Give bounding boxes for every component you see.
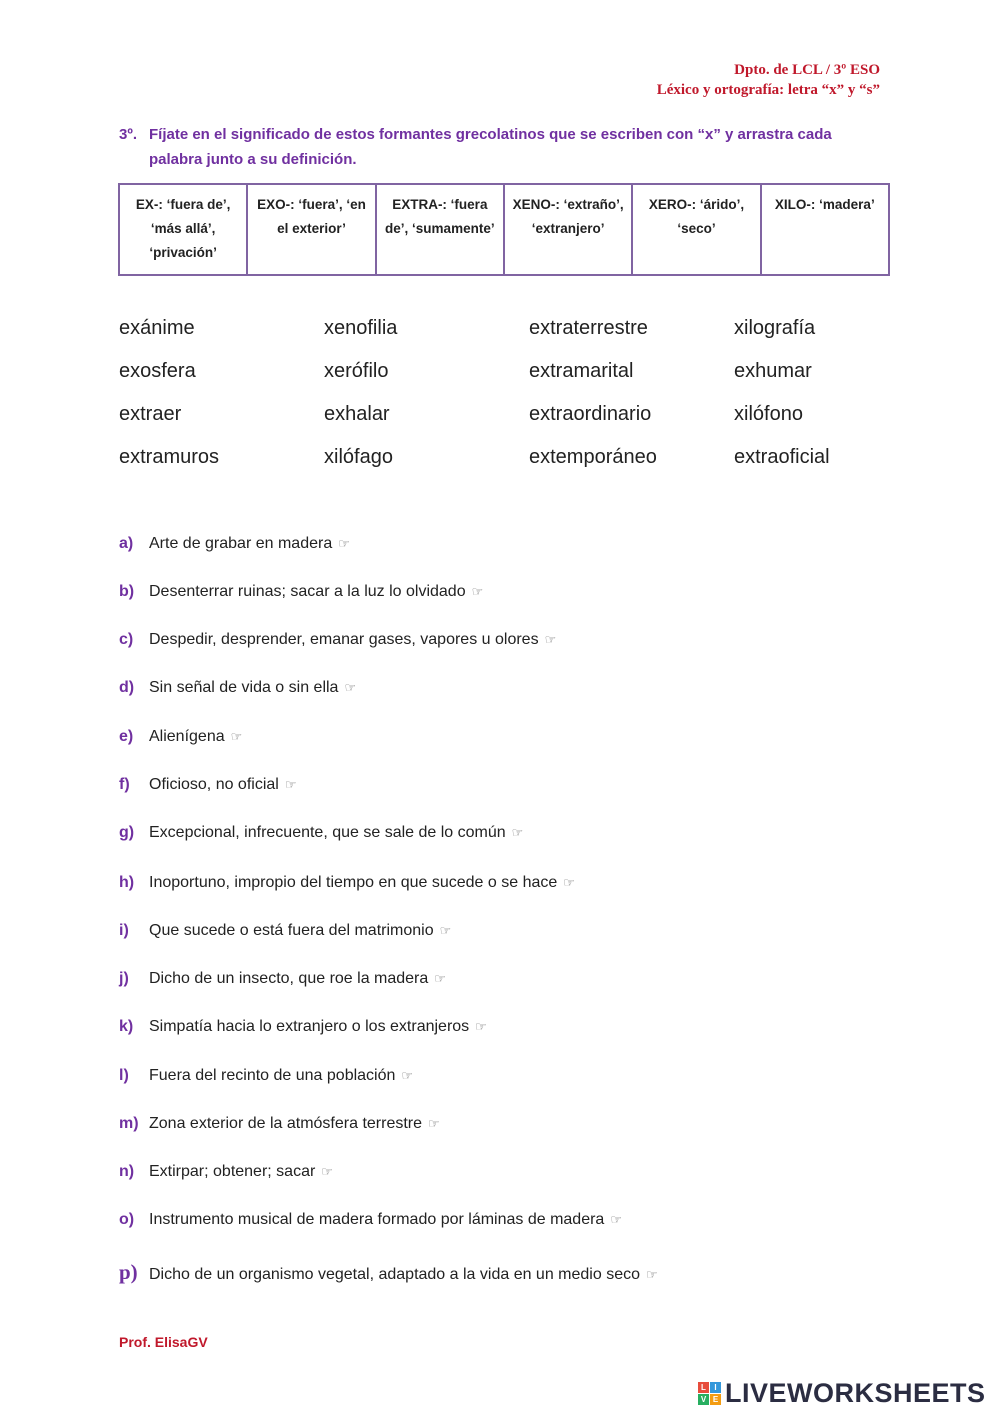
draggable-word[interactable]: xilófago [324,446,393,468]
pointing-hand-icon: ☞ [344,680,357,695]
draggable-word[interactable]: extraterrestre [529,317,648,339]
draggable-word[interactable]: xilografía [734,317,816,339]
definition-text: Fuera del recinto de una población [149,1067,396,1084]
definition-item [119,674,356,702]
header-department: Dpto. de LCL / 3º ESO [734,62,880,78]
draggable-word[interactable]: exhumar [734,360,812,382]
pointing-hand-icon: ☞ [428,1116,440,1131]
pointing-hand-icon: ☞ [338,536,350,551]
liveworksheets-logo-icon [698,1382,721,1405]
logo-letter: L [698,1382,709,1393]
definition-item [119,626,556,654]
definition-item [119,819,523,847]
formant-cell: EXO-: ‘fuera’, ‘en el exterior’ [247,184,375,275]
draggable-word[interactable]: extramarital [529,360,634,382]
pointing-hand-icon: ☞ [284,777,297,792]
definition-item [119,1258,658,1289]
definition-letter: f) [119,776,130,793]
draggable-word[interactable]: extramuros [119,446,220,468]
definition-letter: e) [119,728,134,745]
definition-text: Despedir, desprender, emanar gases, vapores u olores [149,631,539,648]
definition-text: Dicho de un organismo vegetal, adaptado a la vida en un medio seco [149,1266,640,1283]
formant-cell: EX-: ‘fuera de’, ‘más allá’, ‘privación’ [119,184,247,275]
draggable-word[interactable]: extemporáneo [529,446,657,468]
definition-letter: m) [119,1115,139,1132]
formant-cell: EXTRA-: ‘fuera de’, ‘sumamente’ [376,184,504,275]
definition-letter: g) [119,824,135,841]
definition-text: Arte de grabar en madera [149,535,333,552]
definition-letter: h) [119,874,135,891]
definition-text: Alienígena [149,728,225,745]
pointing-hand-icon: ☞ [434,971,446,986]
definition-item [119,771,297,799]
definition-text: Simpatía hacia lo extranjero o los extranjeros [149,1018,470,1035]
formant-cell: XERO-: ‘árido’, ‘seco’ [632,184,760,275]
logo-letter: I [710,1382,721,1393]
draggable-word[interactable]: exánime [119,317,195,339]
draggable-word[interactable]: exosfera [119,360,196,382]
header-topic: Léxico y ortografía: letra “x” y “s” [656,82,880,98]
draggable-word[interactable]: xilófono [734,403,803,425]
definition-item [119,869,575,897]
draggable-word[interactable]: extraordinario [529,403,652,425]
definition-letter: c) [119,631,134,648]
definition-item [119,917,451,945]
definition-text: Zona exterior de la atmósfera terrestre [149,1115,423,1132]
formant-cell: XILO-: ‘madera’ [761,184,889,275]
definition-letter: b) [119,583,135,600]
formant-cell: XENO-: ‘extraño’, ‘extranjero’ [504,184,632,275]
pointing-hand-icon: ☞ [401,1068,414,1083]
logo-letter: E [710,1394,721,1405]
pointing-hand-icon: ☞ [544,632,557,647]
draggable-word[interactable]: xerófilo [324,360,389,382]
definition-letter: n) [119,1163,135,1180]
definition-text: Excepcional, infrecuente, que se sale de lo común [149,824,506,841]
definition-text: Dicho de un insecto, que roe la madera [149,970,429,987]
pointing-hand-icon: ☞ [646,1267,658,1282]
definition-item [119,578,483,606]
definition-letter: d) [119,679,135,696]
author-footer: Prof. ElisaGV [119,1334,208,1350]
header [657,60,880,100]
liveworksheets-watermark [698,1378,986,1409]
word-bank [119,312,939,484]
draggable-word[interactable]: exhalar [324,403,390,425]
definition-text: Desenterrar ruinas; sacar a la luz lo olvidado [149,583,466,600]
definition-item [119,1062,413,1090]
definition-letter: p) [119,1260,138,1284]
pointing-hand-icon: ☞ [471,584,484,599]
pointing-hand-icon: ☞ [610,1212,622,1227]
pointing-hand-icon: ☞ [321,1164,333,1179]
definition-text: Sin señal de vida o sin ella [149,679,339,696]
instruction-number: 3º. [119,126,137,143]
liveworksheets-brand: LIVEWORKSHEETS [725,1378,986,1408]
definition-text: Inoportuno, impropio del tiempo en que sucede o se hace [149,874,558,891]
draggable-word[interactable]: extraoficial [734,446,830,468]
definition-item [119,1013,487,1041]
definition-letter: i) [119,922,129,939]
definition-text: Que sucede o está fuera del matrimonio [149,922,434,939]
draggable-word[interactable]: extraer [119,403,182,425]
definition-item [119,723,242,751]
definition-letter: j) [119,970,129,987]
draggable-word[interactable]: xenofilia [324,317,398,339]
definition-letter: a) [119,535,134,552]
definition-text: Instrumento musical de madera formado por láminas de madera [149,1211,605,1228]
definition-item [119,530,350,558]
definition-item [119,1206,622,1234]
pointing-hand-icon: ☞ [511,825,524,840]
logo-letter: V [698,1394,709,1405]
pointing-hand-icon: ☞ [439,923,452,938]
formants-table [118,183,890,276]
definition-letter: o) [119,1211,135,1228]
pointing-hand-icon: ☞ [230,729,243,744]
instruction [119,122,889,172]
definition-text: Oficioso, no oficial [149,776,279,793]
pointing-hand-icon: ☞ [475,1019,487,1034]
definition-letter: l) [119,1067,129,1084]
pointing-hand-icon: ☞ [563,875,575,890]
instruction-text: Fíjate en el significado de estos formantes grecolatinos que se escriben con “x” y arrastra cada palabra junto a su definición. [149,126,832,168]
definition-item [119,1158,333,1186]
definition-letter: k) [119,1018,134,1035]
definition-text: Extirpar; obtener; sacar [149,1163,316,1180]
definition-item [119,1110,440,1138]
definition-item [119,965,446,993]
